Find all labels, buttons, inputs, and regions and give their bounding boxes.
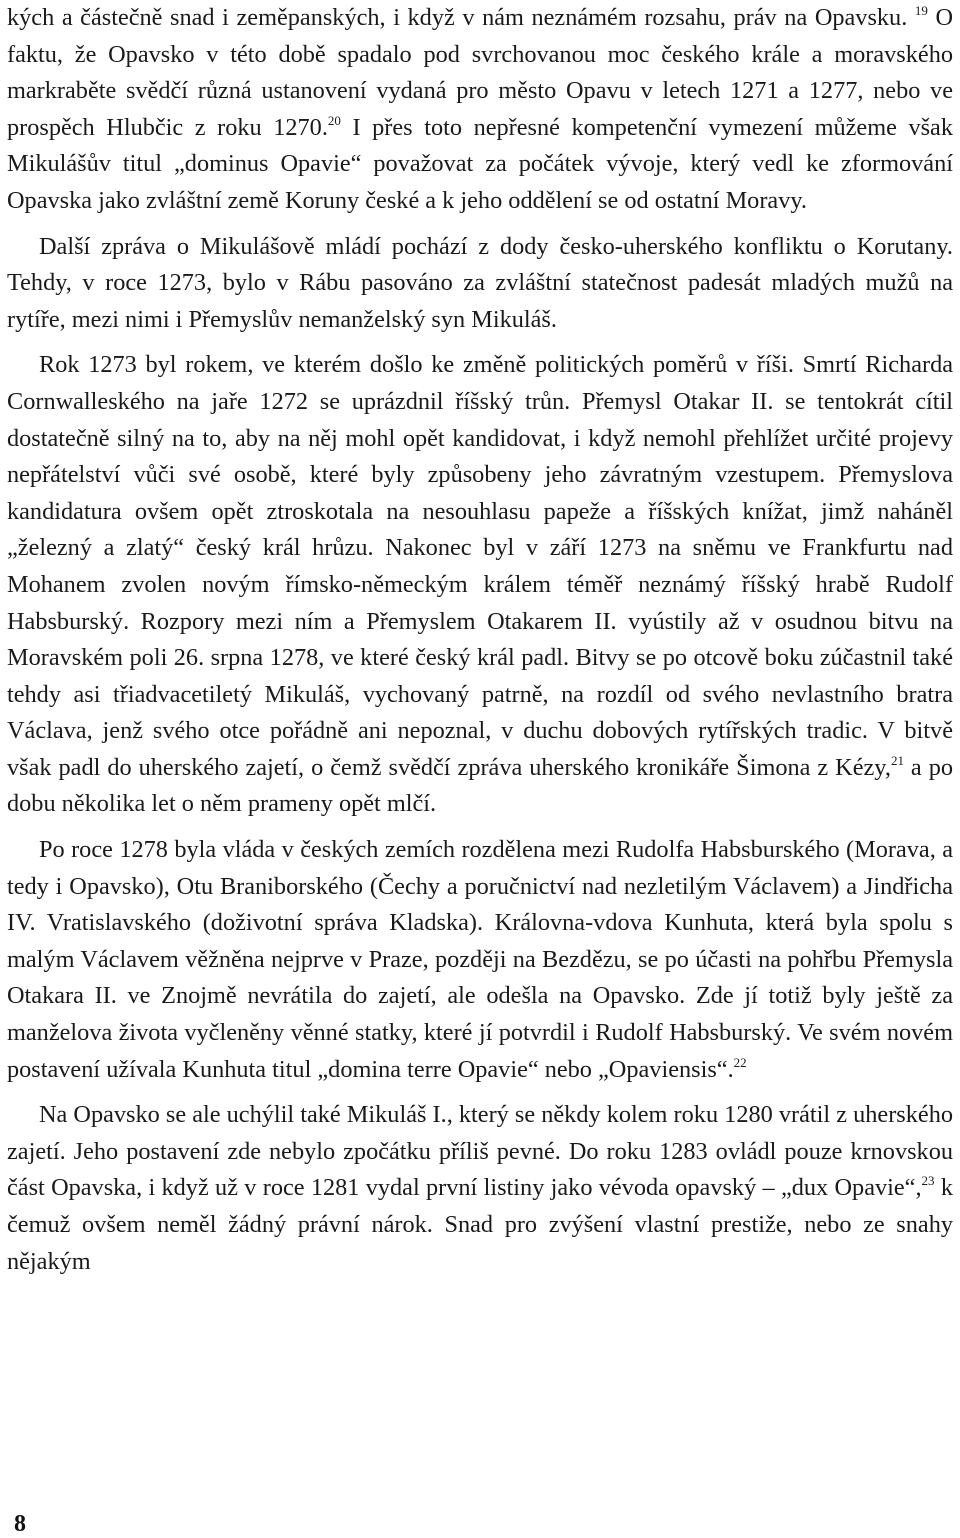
paragraph-5 xyxy=(7,1097,953,1280)
footnote-ref-23: 23 xyxy=(921,1173,935,1189)
footnote-ref-19: 19 xyxy=(914,2,928,18)
paragraph-4-text: Po roce 1278 byla vláda v českých zemích rozdělena mezi Rudolfa Habsburského (Morava, a tedy i Opavsko), Otu Braniborského (Čechy a poručnictví nad nezletilým Václavem) a Jindřicha IV. Vratislavského (doživotní správa Kladska). Královna-vdova Kunhuta, která byla spolu s malým Václavem věžněna nejprve v Praze, později na Bezdězu, se po účasti na pohřbu Přemysla Otakara II. ve Znojmě nevrátila do zajetí, ale odešla na Opavsko. Zde jí totiž byly ještě za manželova života vyčleněny věnné statky, které jí potvrdil i Rudolf Habsburský. Ve svém novém postavení užívala Kunhuta titul „domina terre Opavie“ nebo „Opaviensis“. xyxy=(7,836,953,1083)
paragraph-2-text: Další zpráva o Mikulášově mládí pochází z dody česko-uherského konfliktu o Korutany. Tehdy, v roce 1273, bylo v Rábu pasováno za zvláštní statečnost padesát mladých mužů na rytíře, mezi nimi i Přemyslův nemanželský syn Mikuláš. xyxy=(7,232,953,333)
paragraph-4 xyxy=(7,832,953,1088)
paragraph-5-text-a: Na Opavsko se ale uchýlil také Mikuláš I., který se někdy kolem roku 1280 vrátil z uherského zajetí. Jeho postavení zde nebylo zpočátku příliš pevné. Do roku 1283 ovládl pouze krnovskou část Opavska, i když už v roce 1281 vydal první listiny jako vévoda opavský – „dux Opavie“, xyxy=(7,1101,953,1202)
paragraph-1 xyxy=(7,0,953,220)
footnote-ref-21: 21 xyxy=(890,752,904,768)
footnote-ref-20: 20 xyxy=(327,112,341,128)
paragraph-5-text-b: k čemuž ovšem neměl žádný právní nárok. Snad pro zvýšení vlastní prestiže, nebo ze snahy nějakým xyxy=(7,1174,953,1275)
paragraph-3 xyxy=(7,347,953,823)
document-page xyxy=(7,0,953,1280)
paragraph-3-text-a: Rok 1273 byl rokem, ve kterém došlo ke změně politických poměrů v říši. Smrtí Richarda Cornwalleského na jaře 1272 se uprázdnil říšský trůn. Přemysl Otakar II. se tentokrát cítil dostatečně silný na to, aby na něj mohl opět kandidovat, i když nemohl přehlížet určité projevy nepřátelství vůči své osobě, které byly způsobeny jeho závratným vzestupem. Přemyslova kandidatura ovšem opět ztroskotala na nesouhlasu papeže a říšských knížat, jimž naháněl „železný a zlatý“ český král hrůzu. Nakonec byl v září 1273 na sněmu ve Frankfurtu nad Mohanem zvolen novým římsko-německým králem téměř neznámý říšský hrabě Rudolf Habsburský. Rozpory mezi ním a Přemyslem Otakarem II. vyústily až v osudnou bitvu na Moravském poli 26. srpna 1278, ve které český král padl. Bitvy se po otcově boku zúčastnil také tehdy asi třiadvacetiletý Mikuláš, vychovaný patrně, na rozdíl od svého nevlastního bratra Václava, jenž svého otce pořádně ani nepoznal, v duchu dobových rytířských tradic. V bitvě však padl do uherského zajetí, o čemž svědčí zpráva uherského kronikáře Šimona z Kézy, xyxy=(7,351,953,781)
paragraph-3-text-b: a po dobu několika let o něm prameny opět mlčí. xyxy=(7,753,953,818)
paragraph-2 xyxy=(7,229,953,339)
paragraph-1-text-b: O faktu, že Opavsko v této době spadalo pod svrchovanou moc českého krále a moravského markraběte svědčí různá ustanovení vydaná pro město Opavu v letech 1271 a 1277, nebo ve prospěch Hlubčic z roku 1270. xyxy=(7,4,953,141)
paragraph-1-text-c: I přes toto nepřesné kompetenční vymezení můžeme však Mikulášův titul „dominus Opavie“ považovat za počátek vývoje, který vedl ke zformování Opavska jako zvláštní země Koruny české a k jeho oddělení se od ostatní Moravy. xyxy=(7,113,953,214)
footnote-ref-22: 22 xyxy=(733,1054,747,1070)
paragraph-1-text-a: kých a částečně snad i zeměpanských, i když v nám neznámém rozsahu, práv na Opavsku. xyxy=(7,4,915,31)
page-number: 8 xyxy=(14,1511,26,1537)
